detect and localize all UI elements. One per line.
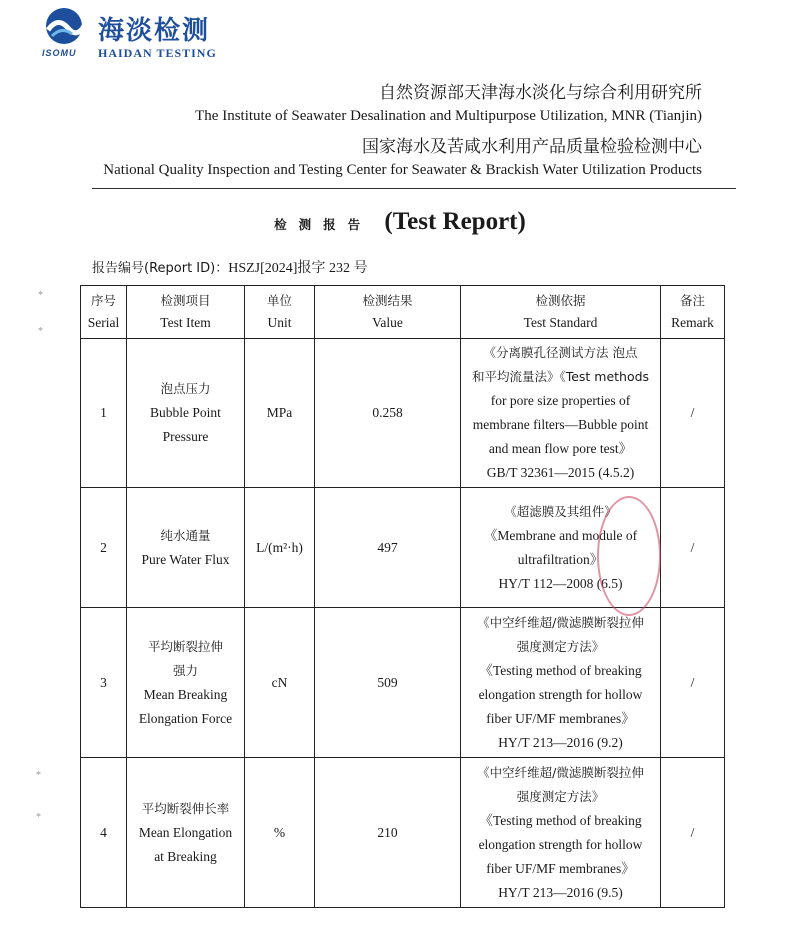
brand-tagline: ISOMU (42, 48, 77, 58)
table-header-row (81, 286, 725, 339)
cell-unit: % (245, 758, 315, 908)
scan-mark: * (38, 326, 43, 337)
header-remark: 备注 Remark (661, 286, 725, 339)
table-row (81, 608, 725, 758)
institute-name-en: The Institute of Seawater Desalination and Multipurpose Utilization, MNR (Tianjin) (195, 108, 702, 124)
cell-test-item: 平均断裂伸长率 Mean Elongation at Breaking (127, 758, 245, 908)
official-seal-stamp (597, 496, 661, 616)
cell-test-item: 泡点压力 Bubble Point Pressure (127, 339, 245, 488)
header-test-standard: 检测依据 Test Standard (461, 286, 661, 339)
cell-remark: / (661, 758, 725, 908)
cell-test-standard: 《中空纤维超/微滤膜断裂拉伸 强度测定方法》 《Testing method of breaking elongation strength for hollow fiber UF/MF membranes》 HY/T 213—2016 (9.2) (461, 608, 661, 758)
report-id-value: HSZJ[2024]报字 232 号 (228, 261, 368, 276)
company-logo (38, 6, 228, 62)
report-title-cn: 检测报告 (274, 217, 373, 232)
table-row (81, 758, 725, 908)
scan-mark: * (38, 290, 43, 301)
cell-test-item: 平均断裂拉伸 强力 Mean Breaking Elongation Force (127, 608, 245, 758)
cell-remark: / (661, 488, 725, 608)
report-id-label: 报告编号(Report ID)： (92, 261, 229, 276)
brand-name-en: HAIDAN TESTING (98, 46, 217, 60)
header-divider (92, 188, 736, 189)
report-title-en: (Test Report) (384, 208, 526, 235)
cell-serial: 2 (81, 488, 127, 608)
cell-remark: / (661, 339, 725, 488)
cell-value: 509 (315, 608, 461, 758)
cell-serial: 1 (81, 339, 127, 488)
cell-test-item: 纯水通量 Pure Water Flux (127, 488, 245, 608)
scan-mark: * (36, 770, 41, 781)
cell-unit: MPa (245, 339, 315, 488)
institute-name-cn: 自然资源部天津海水淡化与综合利用研究所 (379, 83, 702, 103)
scan-mark: * (36, 812, 41, 823)
cell-value: 210 (315, 758, 461, 908)
cell-unit: cN (245, 608, 315, 758)
cell-test-standard: 《中空纤维超/微滤膜断裂拉伸 强度测定方法》 《Testing method of breaking elongation strength for hollow fiber UF/MF membranes》 HY/T 213—2016 (9.5) (461, 758, 661, 908)
cell-serial: 3 (81, 608, 127, 758)
table-row (81, 339, 725, 488)
center-name-en: National Quality Inspection and Testing Center for Seawater & Brackish Water Utilization Products (103, 162, 702, 178)
cell-serial: 4 (81, 758, 127, 908)
cell-remark: / (661, 608, 725, 758)
header-test-item: 检测项目 Test Item (127, 286, 245, 339)
cell-test-standard: 《超滤膜及其组件》 《Membrane and module of ultrafiltration》 HY/T 112—2008 (6.5) (461, 488, 661, 608)
header-serial: 序号 Serial (81, 286, 127, 339)
header-unit: 单位 Unit (245, 286, 315, 339)
brand-name-cn: 海淡检测 (98, 16, 211, 46)
wave-logo-icon (38, 6, 94, 50)
report-title (0, 208, 800, 236)
cell-test-standard: 《分离膜孔径测试方法 泡点 和平均流量法》《Test methods for pore size properties of membrane filters—Bubble point and mean flow pore test》 GB/T 32361—2015 (4.5.2) (461, 339, 661, 488)
header-value: 检测结果 Value (315, 286, 461, 339)
cell-value: 497 (315, 488, 461, 608)
cell-unit: L/(m²·h) (245, 488, 315, 608)
cell-value: 0.258 (315, 339, 461, 488)
report-id (92, 257, 367, 277)
center-name-cn: 国家海水及苦咸水利用产品质量检验检测中心 (362, 137, 702, 157)
